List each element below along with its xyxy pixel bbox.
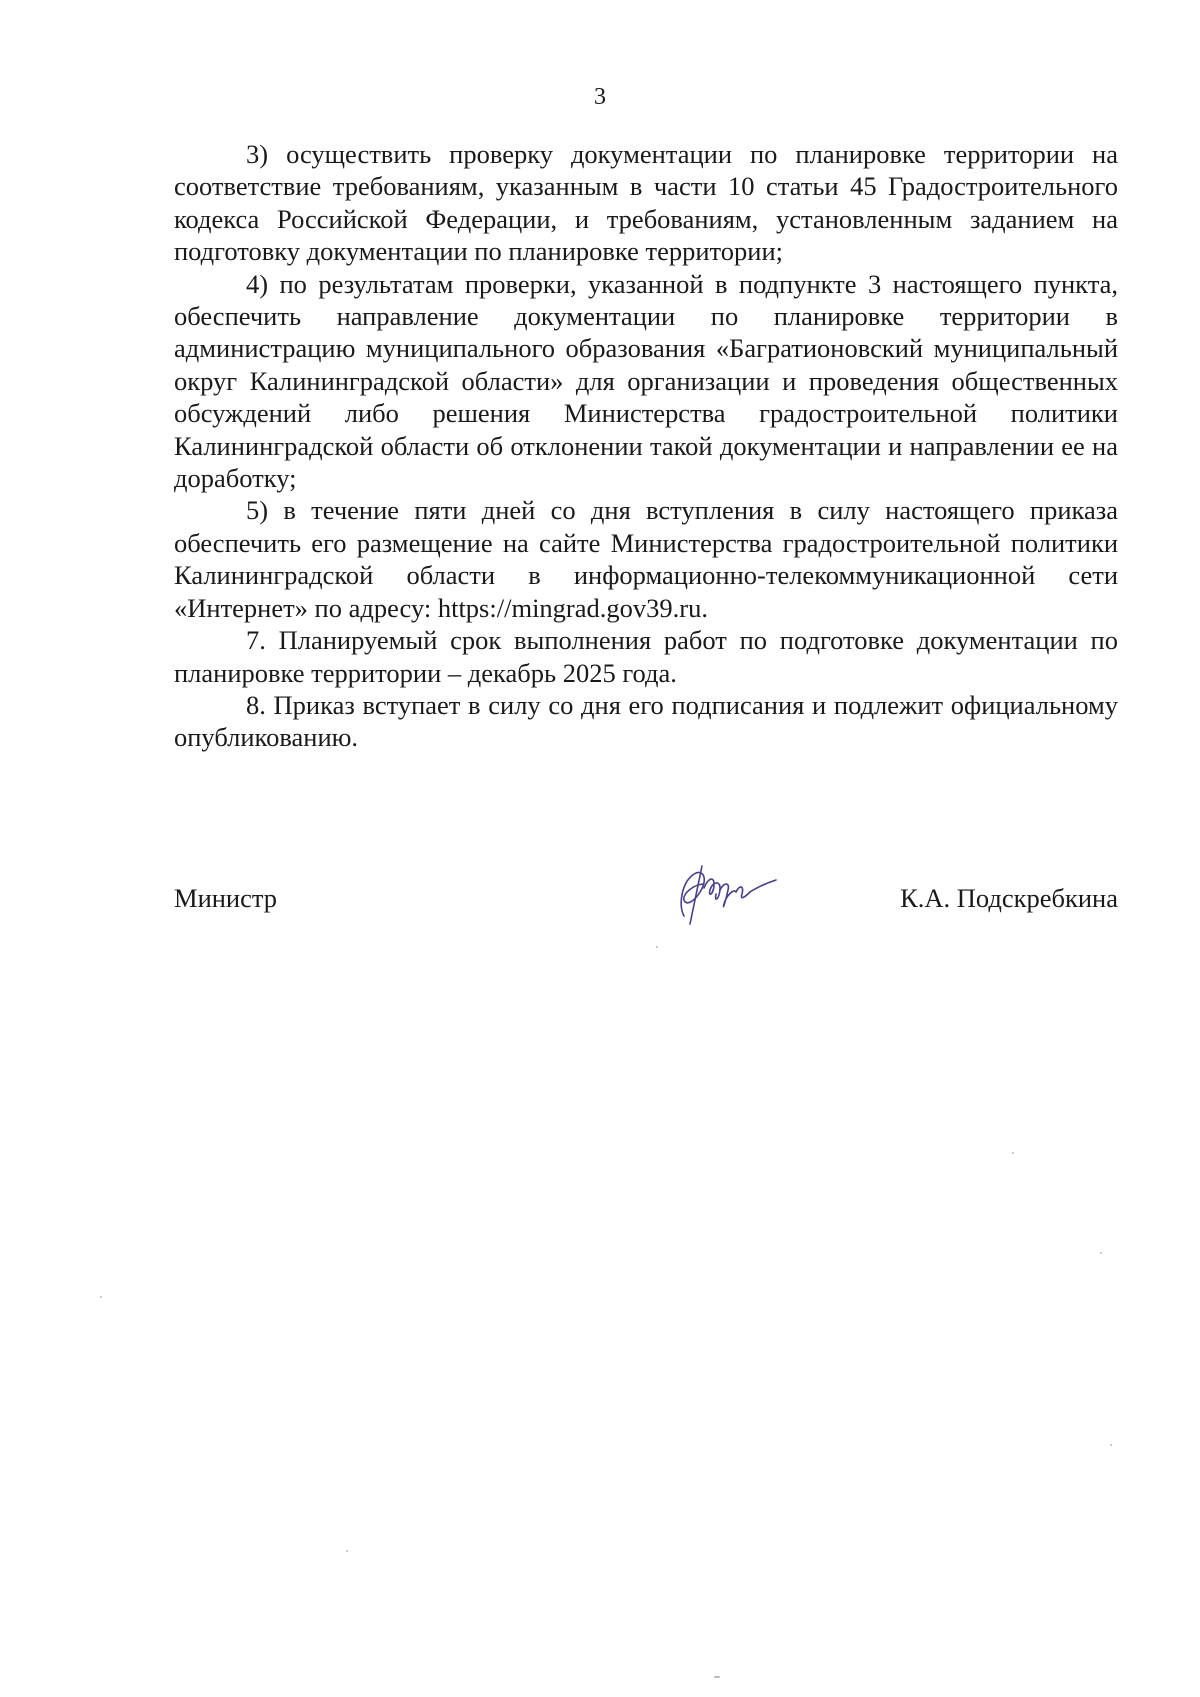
scan-speck bbox=[1012, 1152, 1014, 1154]
signatory-name: К.А. Подскребкина bbox=[900, 883, 1118, 913]
scan-speck bbox=[1110, 1444, 1112, 1446]
scan-speck bbox=[1100, 1252, 1102, 1254]
scan-speck bbox=[346, 1550, 348, 1552]
signature-block bbox=[174, 876, 1118, 936]
scan-speck bbox=[656, 946, 658, 948]
paragraph-point-8: 8. Приказ вступает в силу со дня его подписания и подлежит официальному опубликованию. bbox=[174, 689, 1118, 753]
scan-speck bbox=[714, 1676, 720, 1678]
paragraph-point-7: 7. Планируемый срок выполнения работ по подготовке документации по планировке территории – декабрь 2025 года. bbox=[174, 625, 1118, 688]
document-body bbox=[174, 138, 1118, 754]
paragraph-item-4: 4) по результатам проверки, указанной в подпункте 3 настоящего пункта, обеспечить направление документации по планировке территории в администрацию муниципального образования «Багратионовский муниципальный округ Калининградской области» для организации и проведения общественных обсуждений либо решения Министерства градостроительной политики Калининградской области об отклонении такой документации и направлении ее на доработку; bbox=[174, 268, 1118, 494]
page-number: 3 bbox=[594, 84, 606, 110]
handwritten-signature bbox=[664, 854, 784, 934]
signatory-title: Министр bbox=[174, 883, 278, 913]
paragraph-item-5: 5) в течение пяти дней со дня вступления в силу настоящего приказа обеспечить его размещение на сайте Министерства градостроительной политики Калининградской области в информационно-телекоммуникационной сети «Интернет» по адресу: https://mingrad.gov39.ru. bbox=[174, 495, 1118, 623]
scan-speck bbox=[100, 1296, 102, 1298]
paragraph-item-3: 3) осуществить проверку документации по планировке территории на соответствие требованиям, указанным в части 10 статьи 45 Градостроительного кодекса Российской Федерации, и требованиям, установленным заданием на подготовку документации по планировке территории; bbox=[174, 139, 1118, 267]
